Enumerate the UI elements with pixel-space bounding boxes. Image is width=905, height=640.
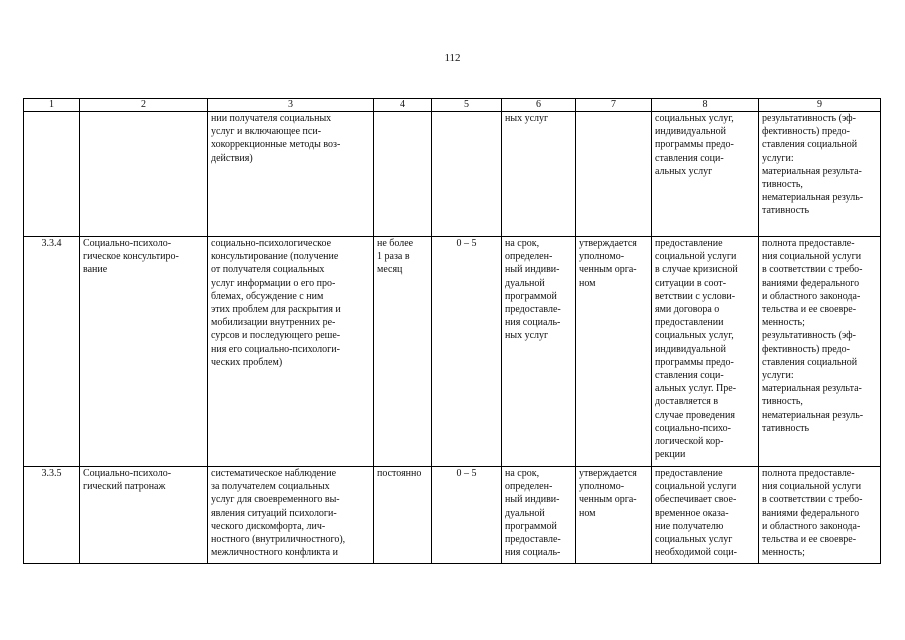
column-header: 6 — [502, 99, 576, 112]
table-row-3-3-5 — [24, 467, 881, 564]
cell-description: социально-психологическое консультирование (получение от получателя социальных услуг информации о его про- блемах, обсуждение с ним этих проблем для раскрытия и мобилизации внутренних ре- сурсов и последующего реше- ния его социально-психологи- ческих проблем) — [208, 237, 374, 467]
cell-range: 0 – 5 — [432, 237, 502, 467]
cell-range — [432, 112, 502, 237]
cell-range: 0 – 5 — [432, 467, 502, 564]
column-header: 7 — [576, 99, 652, 112]
cell-description: нии получателя социальных услуг и включающее пси- хокоррекционные методы воз- действия) — [208, 112, 374, 237]
table-row-3-3-4 — [24, 237, 881, 467]
cell-conditions: социальных услуг, индивидуальной программы предо- ставления соци- альных услуг — [652, 112, 759, 237]
cell-approval: утверждается уполномо- ченным орга- ном — [576, 237, 652, 467]
cell-conditions: предоставление социальной услуги в случае кризисной ситуации в соот- ветствии с услови- ями договора о предоставлении социальных услуг, индивидуальной программы предо- ставления соци- альных услуг. Пре- доставляется в случае проведения социально-психо- логической кор- рекции — [652, 237, 759, 467]
column-header: 1 — [24, 99, 80, 112]
services-table — [23, 98, 881, 564]
cell-frequency: не более 1 раза в месяц — [374, 237, 432, 467]
cell-approval: утверждается уполномо- ченным орга- ном — [576, 467, 652, 564]
cell-number: 3.3.5 — [24, 467, 80, 564]
cell-conditions: предоставление социальной услуги обеспечивает свое- временное оказа- ние получателю социальных услуг необходимой соци- — [652, 467, 759, 564]
column-header: 3 — [208, 99, 374, 112]
cell-indicators: результативность (эф- фективность) предо- ставления социальной услуги: материальная результа- тивность, нематериальная резуль- тативность — [759, 112, 881, 237]
cell-number — [24, 112, 80, 237]
column-header: 5 — [432, 99, 502, 112]
column-header: 2 — [80, 99, 208, 112]
cell-term: ных услуг — [502, 112, 576, 237]
cell-term: на срок, определен- ный индиви- дуальной программой предоставле- ния социаль- — [502, 467, 576, 564]
cell-indicators: полнота предоставле- ния социальной услуги в соответствии с требо- ваниями федерального и областного законода- тельства и ее своевре- менность; — [759, 467, 881, 564]
column-header: 9 — [759, 99, 881, 112]
column-number-row — [24, 99, 881, 112]
cell-frequency — [374, 112, 432, 237]
cell-service-name: Социально-психоло- гический патронаж — [80, 467, 208, 564]
page-number: 112 — [444, 52, 461, 64]
cell-approval — [576, 112, 652, 237]
table-row-continued — [24, 112, 881, 237]
column-header: 8 — [652, 99, 759, 112]
cell-indicators: полнота предоставле- ния социальной услуги в соответствии с требо- ваниями федерального и областного законода- тельства и ее своевре- менность; результативность (эф- фективность) предо- ставления социальной услуги: материальная результа- тивность, нематериальная резуль- тативность — [759, 237, 881, 467]
cell-number: 3.3.4 — [24, 237, 80, 467]
cell-description: систематическое наблюдение за получателем социальных услуг для своевременного вы- явления ситуаций психологи- ческого дискомфорта, лич- ностного (внутриличностного), межличностного конфликта и — [208, 467, 374, 564]
cell-term: на срок, определен- ный индиви- дуальной программой предоставле- ния социаль- ных услуг — [502, 237, 576, 467]
cell-service-name — [80, 112, 208, 237]
cell-frequency: постоянно — [374, 467, 432, 564]
cell-service-name: Социально-психоло- гическое консультиро- вание — [80, 237, 208, 467]
column-header: 4 — [374, 99, 432, 112]
